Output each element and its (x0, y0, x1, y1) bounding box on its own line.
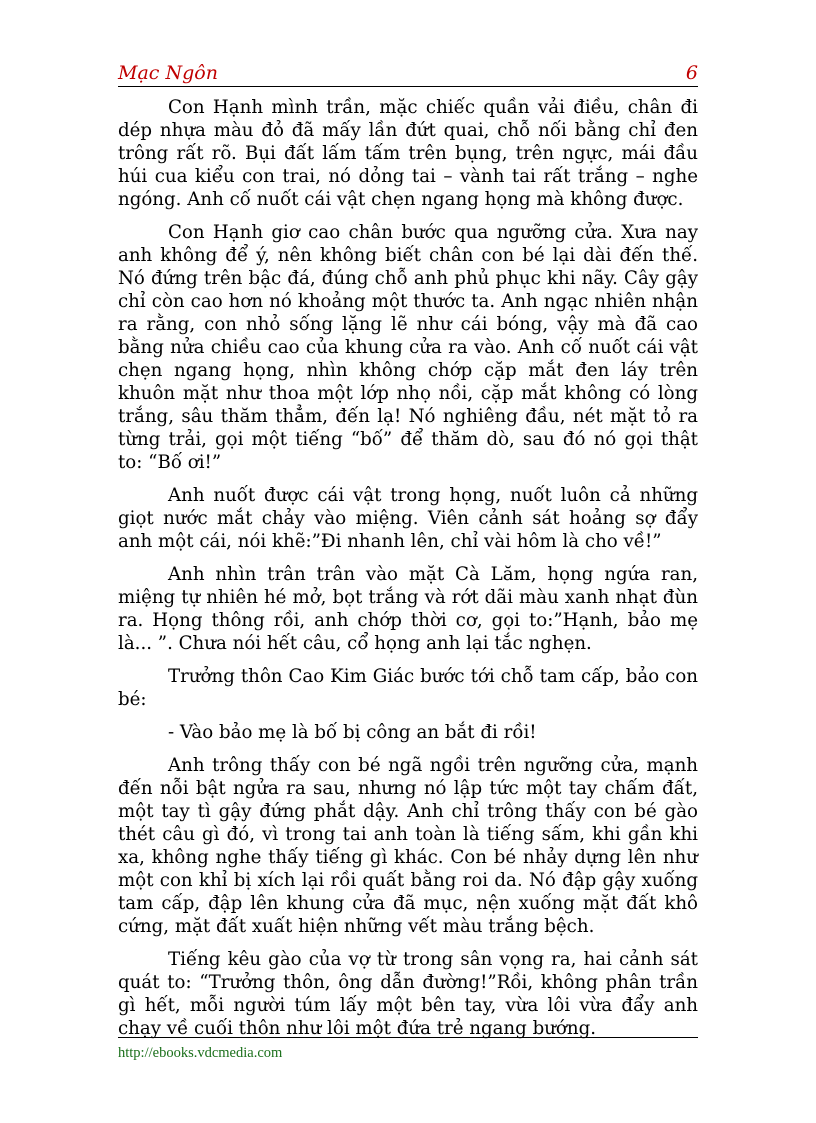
paragraph: Trưởng thôn Cao Kim Giác bước tới chỗ tam cấp, bảo con bé: (118, 666, 698, 710)
paragraph: - Vào bảo mẹ là bố bị công an bắt đi rồi! (168, 722, 537, 743)
paragraph: Con Hạnh mình trần, mặc chiếc quần vải điều, chân đi dép nhựa màu đỏ đã mấy lần đứt quai, chỗ nối bằng chỉ đen trông rất rõ. Bụi đất lấm tấm trên bụng, trên ngực, mái đầu húi cua kiểu con trai, nó dỏng tai – vành tai rất trắng – nghe ngóng. Anh cố nuốt cái vật chẹn ngang họng mà không được. (118, 97, 698, 210)
page-number: 6 (685, 62, 698, 84)
header-title: Mạc Ngôn (118, 62, 218, 84)
paragraph: Anh nuốt được cái vật trong họng, nuốt luôn cả những giọt nước mắt chảy vào miệng. Viên cảnh sát hoảng sợ đẩy anh một cái, nói khẽ:”Đi nhanh lên, chỉ vài hôm là cho về!” (118, 485, 698, 552)
paragraph: Con Hạnh giơ cao chân bước qua ngưỡng cửa. Xưa nay anh không để ý, nên không biết chân con bé lại dài đến thế. Nó đứng trên bậc đá, đúng chỗ anh phủ phục khi nãy. Cây gậy chỉ còn cao hơn nó khoảng một thước ta. Anh ngạc nhiên nhận ra rằng, con nhỏ sống lặng lẽ như cái bóng, vậy mà đã cao bằng nửa chiều cao của khung cửa ra vào. Anh cố nuốt cái vật chẹn ngang họng, nhìn không chớp cặp mắt đen láy trên khuôn mặt như thoa một lớp nhọ nồi, cặp mắt không có lòng trắng, sâu thăm thẳm, đến lạ! Nó nghiêng đầu, nét mặt tỏ ra từng trải, gọi một tiếng “bố” để thăm dò, sau đó nó gọi thật to: “Bố ơi!” (118, 222, 698, 473)
footer-url[interactable]: http://ebooks.vdcmedia.com (118, 1045, 283, 1061)
paragraph: Anh trông thấy con bé ngã ngồi trên ngưỡng cửa, mạnh đến nỗi bật ngửa ra sau, nhưng nó lập tức một tay chấm đất, một tay tì gậy đứng phắt dậy. Anh chỉ trông thấy con bé gào thét câu gì đó, vì trong tai anh toàn là tiếng sấm, khi gần khi xa, không nghe thấy tiếng gì khác. Con bé nhảy dựng lên như một con khỉ bị xích lại rồi quất bằng roi da. Nó đập gậy xuống tam cấp, đập lên khung cửa đã mục, nện xuống mặt đất khô cứng, mặt đất xuất hiện những vết màu trắng bệch. (118, 755, 698, 937)
body-text (118, 96, 698, 1050)
paragraph: Anh nhìn trân trân vào mặt Cà Lăm, họng ngứa ran, miệng tự nhiên hé mở, bọt trắng và rớt dãi màu xanh nhạt đùn ra. Họng thông rồi, anh chớp thời cơ, gọi to:”Hạnh, bảo mẹ là... ”. Chưa nói hết câu, cổ họng anh lại tắc nghẹn. (118, 564, 698, 654)
paragraph: Tiếng kêu gào của vợ từ trong sân vọng ra, hai cảnh sát quát to: “Trưởng thôn, ông dẫn đường!”Rồi, không phân trần gì hết, mỗi người túm lấy một bên tay, vừa lôi vừa đẩy anh chạy về cuối thôn như lôi một đứa trẻ ngang bướng. (118, 949, 698, 1039)
page-header (118, 58, 698, 87)
footer-divider (118, 1037, 698, 1038)
